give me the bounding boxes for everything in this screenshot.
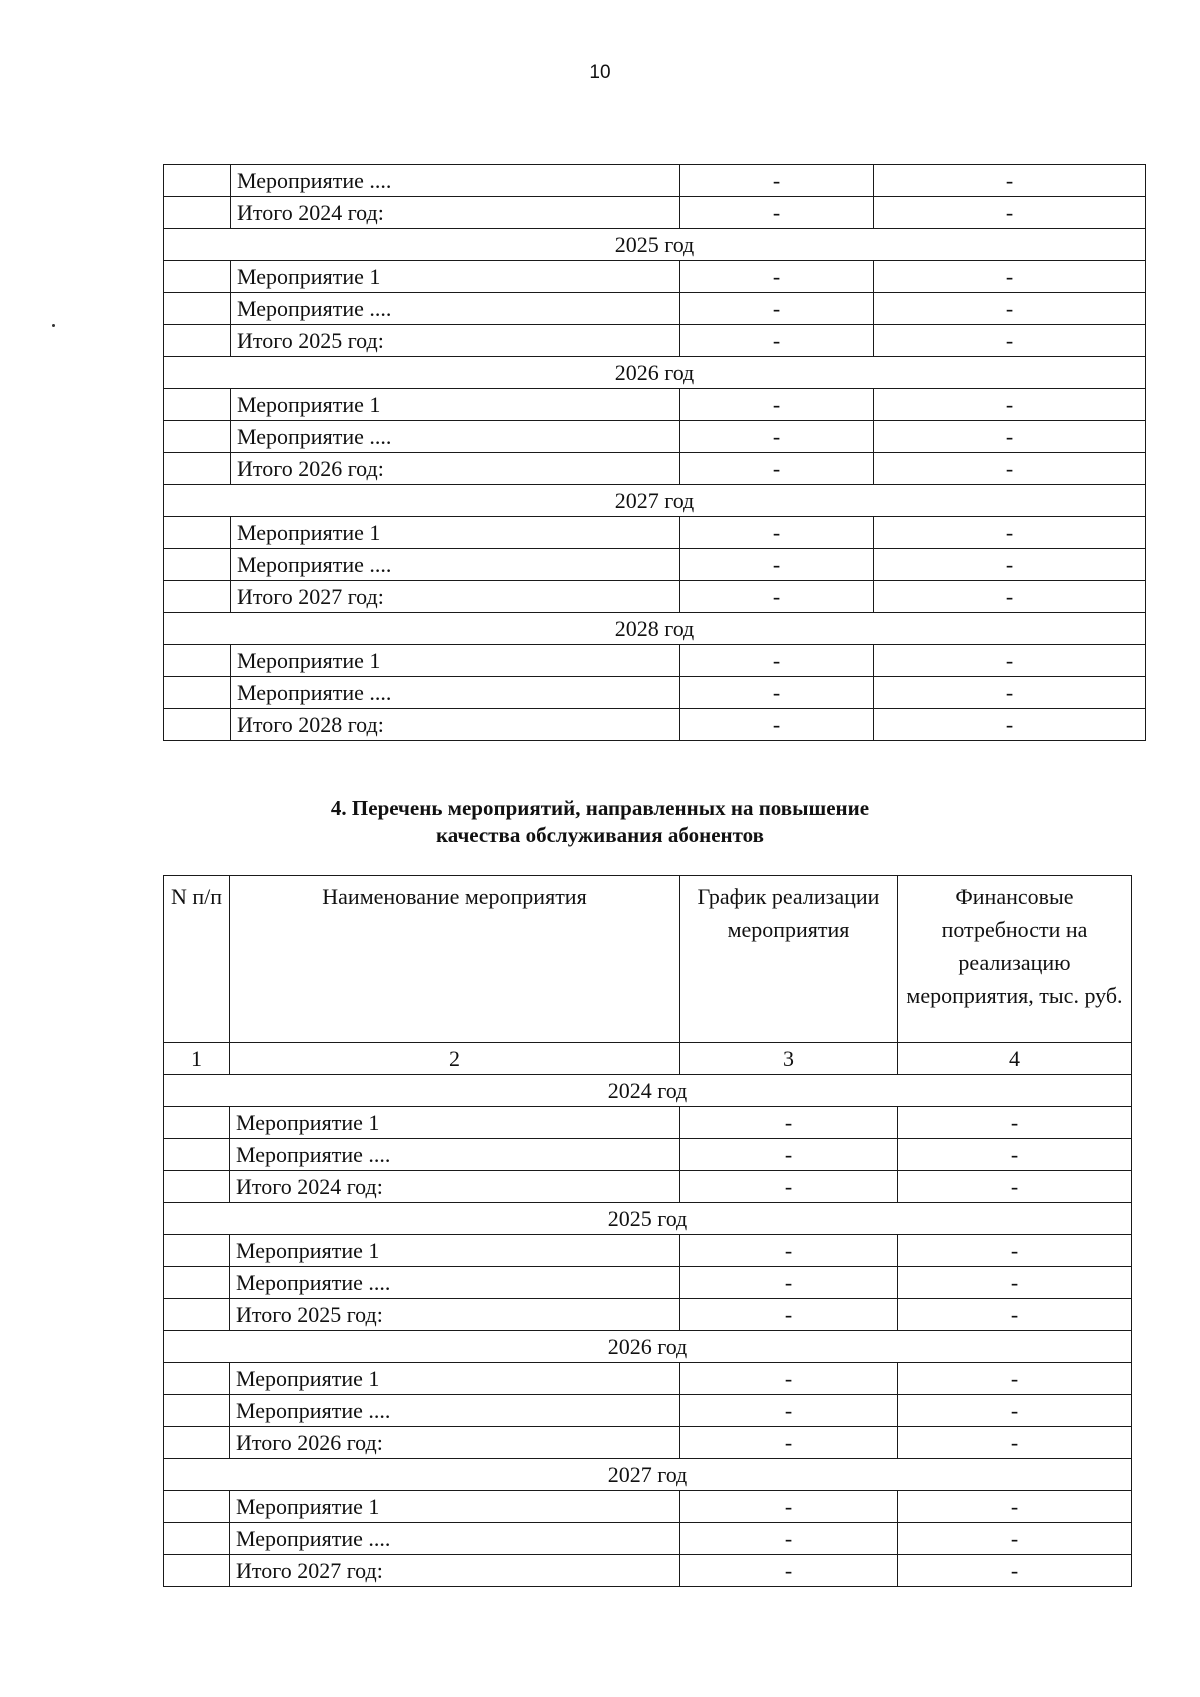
table-row: [164, 517, 1146, 549]
measure-name-cell: Мероприятие ....: [230, 1395, 680, 1427]
year-header-cell: 2027 год: [164, 1459, 1132, 1491]
measure-name-cell: Мероприятие 1: [231, 261, 680, 293]
table-row: [164, 1555, 1132, 1587]
measure-name-cell: Мероприятие 1: [230, 1363, 680, 1395]
row-number-cell: [164, 1107, 230, 1139]
table-header-row: [164, 876, 1132, 1043]
finance-cell: -: [874, 549, 1146, 581]
measure-name-cell: Итого 2024 год:: [231, 197, 680, 229]
measure-name-cell: Мероприятие ....: [231, 293, 680, 325]
column-number-4: 4: [898, 1043, 1132, 1075]
table-row: [164, 1235, 1132, 1267]
finance-cell: -: [898, 1427, 1132, 1459]
row-number-cell: [164, 1523, 230, 1555]
service-quality-measures-table: [163, 875, 1132, 1587]
row-number-cell: [164, 517, 231, 549]
finance-cell: -: [898, 1299, 1132, 1331]
finance-cell: -: [874, 453, 1146, 485]
year-row: [164, 229, 1146, 261]
column-number-3: 3: [680, 1043, 898, 1075]
finance-cell: -: [898, 1523, 1132, 1555]
schedule-cell: -: [680, 549, 874, 581]
table-row: [164, 1267, 1132, 1299]
table-row: [164, 1395, 1132, 1427]
table-row: [164, 197, 1146, 229]
schedule-cell: -: [680, 1555, 898, 1587]
finance-cell: -: [898, 1107, 1132, 1139]
measure-name-cell: Мероприятие ....: [231, 165, 680, 197]
schedule-cell: -: [680, 325, 874, 357]
year-row: [164, 1075, 1132, 1107]
table-row: [164, 1491, 1132, 1523]
row-number-cell: [164, 1555, 230, 1587]
table-row: [164, 1363, 1132, 1395]
column-number-row: [164, 1043, 1132, 1075]
schedule-cell: -: [680, 709, 874, 741]
schedule-cell: -: [680, 1171, 898, 1203]
finance-cell: -: [898, 1171, 1132, 1203]
schedule-cell: -: [680, 1427, 898, 1459]
row-number-cell: [164, 709, 231, 741]
finance-cell: -: [874, 709, 1146, 741]
schedule-cell: -: [680, 453, 874, 485]
row-number-cell: [164, 261, 231, 293]
table-row: [164, 261, 1146, 293]
row-number-cell: [164, 581, 231, 613]
measure-name-cell: Итого 2026 год:: [231, 453, 680, 485]
column-number-2: 2: [230, 1043, 680, 1075]
section-4-title-line-1: 4. Перечень мероприятий, направленных на повышение: [330, 796, 870, 820]
measure-name-cell: Мероприятие ....: [230, 1267, 680, 1299]
row-number-cell: [164, 1267, 230, 1299]
year-header-cell: 2026 год: [164, 357, 1146, 389]
schedule-cell: -: [680, 1363, 898, 1395]
year-row: [164, 1203, 1132, 1235]
column-number-1: 1: [164, 1043, 230, 1075]
measure-name-cell: Мероприятие ....: [231, 549, 680, 581]
year-header-cell: 2025 год: [164, 1203, 1132, 1235]
year-row: [164, 1459, 1132, 1491]
finance-cell: -: [898, 1235, 1132, 1267]
row-number-cell: [164, 1395, 230, 1427]
schedule-cell: -: [680, 1139, 898, 1171]
schedule-cell: -: [680, 1523, 898, 1555]
table-row: [164, 677, 1146, 709]
year-header-cell: 2025 год: [164, 229, 1146, 261]
row-number-cell: [164, 1427, 230, 1459]
finance-cell: -: [874, 421, 1146, 453]
schedule-cell: -: [680, 1491, 898, 1523]
measure-name-cell: Итого 2024 год:: [230, 1171, 680, 1203]
measure-name-cell: Мероприятие 1: [230, 1235, 680, 1267]
finance-cell: -: [898, 1267, 1132, 1299]
finance-cell: -: [874, 197, 1146, 229]
year-header-cell: 2028 год: [164, 613, 1146, 645]
header-finance: Финансовые потребности на реализацию мероприятия, тыс. руб.: [898, 876, 1132, 1043]
schedule-cell: -: [680, 1107, 898, 1139]
finance-cell: -: [874, 325, 1146, 357]
scan-speck: [52, 324, 55, 327]
measure-name-cell: Итого 2028 год:: [231, 709, 680, 741]
schedule-cell: -: [680, 1235, 898, 1267]
table-row: [164, 389, 1146, 421]
year-header-cell: 2024 год: [164, 1075, 1132, 1107]
schedule-cell: -: [680, 165, 874, 197]
row-number-cell: [164, 1363, 230, 1395]
section-4-title: [0, 795, 1200, 849]
measure-name-cell: Мероприятие 1: [230, 1491, 680, 1523]
row-number-cell: [164, 325, 231, 357]
finance-cell: -: [874, 165, 1146, 197]
table-row: [164, 1107, 1132, 1139]
table-row: [164, 293, 1146, 325]
header-schedule: График реализации мероприятия: [680, 876, 898, 1043]
table-row: [164, 1427, 1132, 1459]
year-row: [164, 613, 1146, 645]
row-number-cell: [164, 1235, 230, 1267]
row-number-cell: [164, 389, 231, 421]
schedule-cell: -: [680, 517, 874, 549]
table-row: [164, 1299, 1132, 1331]
row-number-cell: [164, 1491, 230, 1523]
table-row: [164, 1171, 1132, 1203]
table-row: [164, 1523, 1132, 1555]
measure-name-cell: Мероприятие 1: [231, 517, 680, 549]
finance-cell: -: [874, 293, 1146, 325]
row-number-cell: [164, 165, 231, 197]
finance-cell: -: [898, 1395, 1132, 1427]
row-number-cell: [164, 197, 231, 229]
measure-name-cell: Итого 2027 год:: [231, 581, 680, 613]
finance-cell: -: [874, 581, 1146, 613]
schedule-cell: -: [680, 261, 874, 293]
year-header-cell: 2026 год: [164, 1331, 1132, 1363]
finance-cell: -: [898, 1555, 1132, 1587]
finance-cell: -: [874, 389, 1146, 421]
year-row: [164, 485, 1146, 517]
finance-cell: -: [874, 677, 1146, 709]
schedule-cell: -: [680, 1299, 898, 1331]
finance-cell: -: [898, 1491, 1132, 1523]
measure-name-cell: Мероприятие ....: [231, 421, 680, 453]
measure-name-cell: Итого 2025 год:: [230, 1299, 680, 1331]
table-row: [164, 325, 1146, 357]
schedule-cell: -: [680, 677, 874, 709]
table-row: [164, 421, 1146, 453]
table-row: [164, 165, 1146, 197]
row-number-cell: [164, 421, 231, 453]
measure-name-cell: Мероприятие 1: [230, 1107, 680, 1139]
table-row: [164, 645, 1146, 677]
measure-name-cell: Мероприятие ....: [230, 1139, 680, 1171]
service-quality-measures-table-body: [164, 876, 1132, 1587]
table-row: [164, 581, 1146, 613]
table-row: [164, 709, 1146, 741]
finance-cell: -: [898, 1363, 1132, 1395]
finance-cell: -: [874, 517, 1146, 549]
row-number-cell: [164, 1139, 230, 1171]
finance-cell: -: [874, 261, 1146, 293]
header-number: N п/п: [164, 876, 230, 1043]
row-number-cell: [164, 677, 231, 709]
schedule-cell: -: [680, 581, 874, 613]
finance-cell: -: [874, 645, 1146, 677]
measure-name-cell: Мероприятие ....: [231, 677, 680, 709]
measure-name-cell: Итого 2027 год:: [230, 1555, 680, 1587]
table-row: [164, 453, 1146, 485]
year-row: [164, 1331, 1132, 1363]
schedule-cell: -: [680, 293, 874, 325]
measure-name-cell: Мероприятие 1: [231, 389, 680, 421]
schedule-cell: -: [680, 1395, 898, 1427]
row-number-cell: [164, 293, 231, 325]
row-number-cell: [164, 1299, 230, 1331]
row-number-cell: [164, 1171, 230, 1203]
year-row: [164, 357, 1146, 389]
measure-name-cell: Мероприятие ....: [230, 1523, 680, 1555]
schedule-cell: -: [680, 645, 874, 677]
year-header-cell: 2027 год: [164, 485, 1146, 517]
page-number: 10: [589, 62, 611, 83]
header-measure-name: Наименование мероприятия: [230, 876, 680, 1043]
schedule-cell: -: [680, 1267, 898, 1299]
table-row: [164, 1139, 1132, 1171]
measure-name-cell: Мероприятие 1: [231, 645, 680, 677]
finance-cell: -: [898, 1139, 1132, 1171]
schedule-cell: -: [680, 421, 874, 453]
measures-table-continued-body: [164, 165, 1146, 741]
measure-name-cell: Итого 2026 год:: [230, 1427, 680, 1459]
schedule-cell: -: [680, 197, 874, 229]
row-number-cell: [164, 549, 231, 581]
measures-table-continued: [163, 164, 1146, 741]
row-number-cell: [164, 453, 231, 485]
schedule-cell: -: [680, 389, 874, 421]
measure-name-cell: Итого 2025 год:: [231, 325, 680, 357]
table-row: [164, 549, 1146, 581]
row-number-cell: [164, 645, 231, 677]
section-4-title-line-2: качества обслуживания абонентов: [436, 823, 764, 847]
